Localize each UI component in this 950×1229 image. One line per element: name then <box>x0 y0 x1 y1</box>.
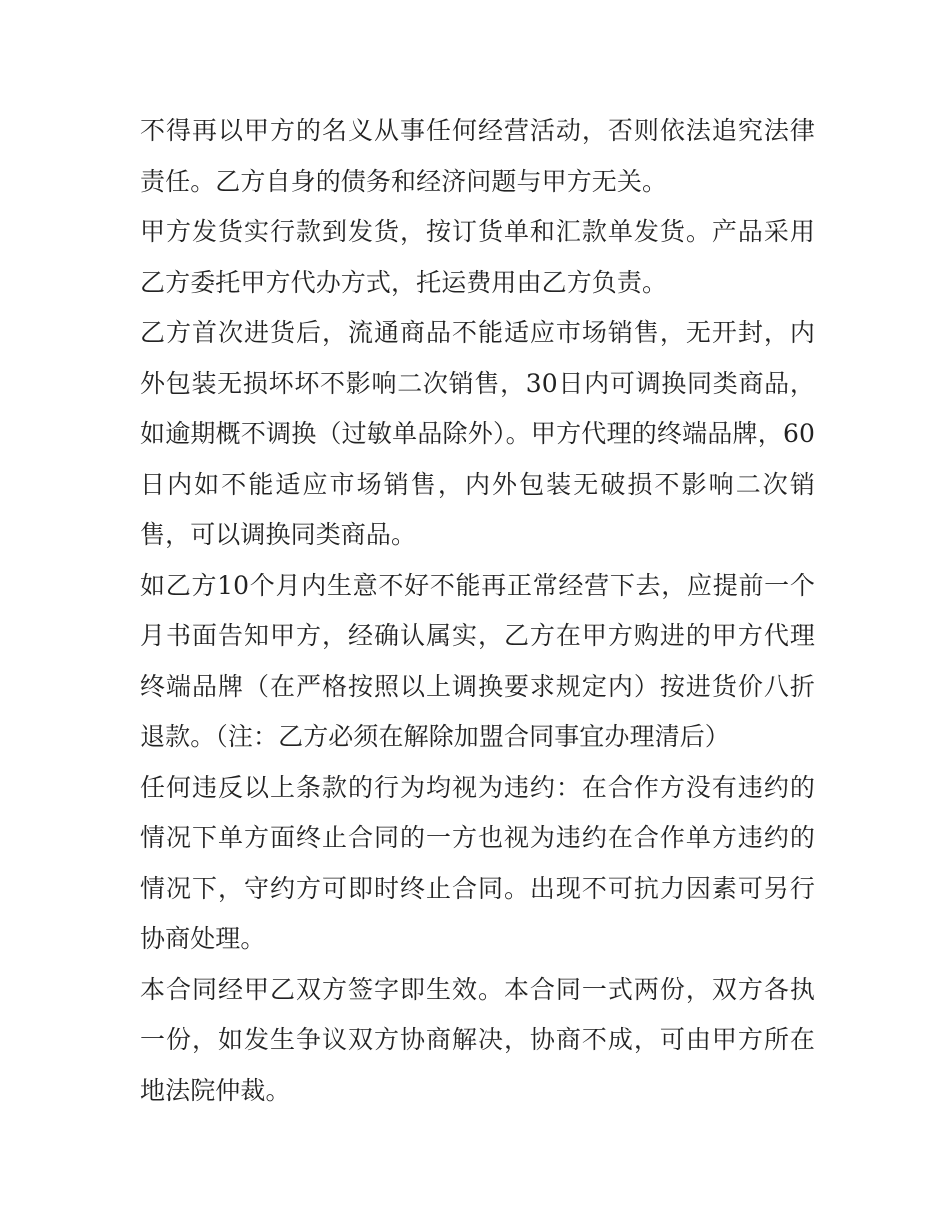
paragraph-termination-liability: 不得再以甲方的名义从事任何经营活动，否则依法追究法律责任。乙方自身的债务和经济问题与甲方无关。 <box>140 116 815 196</box>
paragraph-contract-effectiveness: 本合同经甲乙双方签字即生效。本合同一式两份，双方各执一份，如发生争议双方协商解决，协商不成，可由甲方所在地法院仲裁。 <box>140 974 815 1105</box>
paragraph-early-exit-refund: 如乙方10个月内生意不好不能再正常经营下去，应提前一个月书面告知甲方，经确认属实，乙方在甲方购进的甲方代理终端品牌（在严格按照以上调换要求规定内）按进货价八折退款。（注：乙方必须在解除加盟合同事宜办理清后） <box>140 570 815 751</box>
paragraph-breach-of-contract: 任何违反以上条款的行为均视为违约：在合作方没有违约的情况下单方面终止合同的一方也视为违约在合作单方违约的情况下，守约方可即时终止合同。出现不可抗力因素可另行协商处理。 <box>140 772 815 953</box>
paragraph-shipping-terms: 甲方发货实行款到发货，按订货单和汇款单发货。产品采用乙方委托甲方代办方式，托运费用由乙方负责。 <box>140 217 815 297</box>
document-body <box>140 106 815 1116</box>
paragraph-product-exchange: 乙方首次进货后，流通商品不能适应市场销售，无开封，内外包装无损坏坏不影响二次销售，30日内可调换同类商品，如逾期概不调换（过敏单品除外）。甲方代理的终端品牌，60日内如不能适应市场销售，内外包装无破损不影响二次销售，可以调换同类商品。 <box>140 318 815 549</box>
